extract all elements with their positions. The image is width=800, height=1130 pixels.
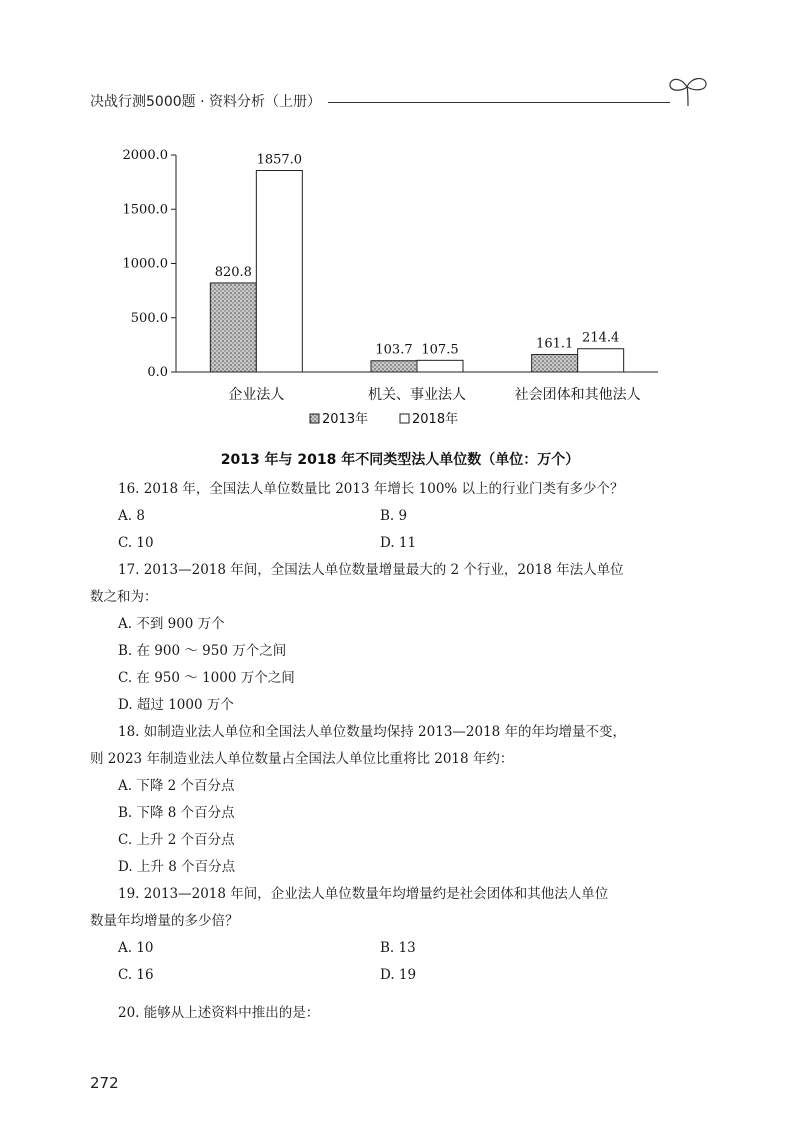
question-16-option-b: B. 9 xyxy=(380,508,408,524)
question-18-option-c: C. 上升 2 个百分点 xyxy=(118,832,235,848)
bar-2018 xyxy=(578,349,624,372)
question-16 xyxy=(90,476,690,557)
question-17-option-a: A. 不到 900 万个 xyxy=(118,616,225,632)
question-18-stem-line1: 18. 如制造业法人单位和全国法人单位数量均保持 2013—2018 年的年均增量不变， xyxy=(118,724,627,740)
question-19-option-c: C. 16 xyxy=(118,967,154,983)
question-17-option-d: D. 超过 1000 万个 xyxy=(118,697,234,713)
bar-value-label: 1857.0 xyxy=(256,152,303,168)
question-19 xyxy=(90,881,690,989)
legend-swatch-2013 xyxy=(310,414,319,423)
question-18 xyxy=(90,719,690,881)
running-header xyxy=(90,92,690,116)
chart-caption: 2013 年与 2018 年不同类型法人单位数（单位：万个） xyxy=(220,452,580,468)
legend-label: 2018年 xyxy=(412,412,459,427)
question-19-stem-line1: 19. 2013—2018 年间，企业法人单位数量年均增量约是社会团体和其他法人单位 xyxy=(118,886,609,902)
question-16-option-d: D. 11 xyxy=(380,535,417,551)
question-19-option-a: A. 10 xyxy=(118,940,154,956)
question-17-stem-line1: 17. 2013—2018 年间，全国法人单位数量增量最大的 2 个行业，2018 年法人单位 xyxy=(118,562,624,578)
bar-value-label: 820.8 xyxy=(214,264,252,280)
y-tick-label: 0.0 xyxy=(147,365,168,380)
question-20-stem: 20. 能够从上述资料中推出的是： xyxy=(118,1005,320,1021)
bar-2013 xyxy=(371,361,417,372)
question-20 xyxy=(90,1000,690,1027)
question-18-stem-line2: 则 2023 年制造业法人单位数量占全国法人单位比重将比 2018 年约： xyxy=(90,751,514,767)
question-18-option-d: D. 上升 8 个百分点 xyxy=(118,859,236,875)
header-rule xyxy=(328,102,670,103)
bar-2018 xyxy=(417,360,463,372)
legend-label: 2013年 xyxy=(322,412,369,427)
book-title: 决战行测5000题 · 资料分析（上册） xyxy=(90,94,321,110)
x-category-label: 机关、事业法人 xyxy=(368,387,466,403)
bar-value-label: 161.1 xyxy=(536,336,574,352)
question-17-stem-line2: 数之和为： xyxy=(90,589,158,605)
bar-value-label: 103.7 xyxy=(375,342,413,358)
bar-value-label: 107.5 xyxy=(421,342,459,358)
legend-swatch-2018 xyxy=(400,414,409,423)
question-19-stem-line2: 数量年均增量的多少倍？ xyxy=(90,913,239,929)
question-17-option-b: B. 在 900 ～ 950 万个之间 xyxy=(118,643,287,659)
question-19-option-d: D. 19 xyxy=(380,967,417,983)
x-category-label: 社会团体和其他法人 xyxy=(514,387,641,403)
page-number: 272 xyxy=(90,1074,119,1092)
question-16-option-a: A. 8 xyxy=(118,508,145,524)
y-tick-label: 500.0 xyxy=(130,310,168,326)
y-tick-label: 2000.0 xyxy=(122,148,168,163)
bar-2018 xyxy=(256,171,302,372)
bar-chart xyxy=(110,140,670,440)
y-tick-label: 1500.0 xyxy=(122,202,168,218)
question-19-option-b: B. 13 xyxy=(380,940,416,956)
bar-value-label: 214.4 xyxy=(582,330,620,346)
bar-2013 xyxy=(210,283,256,372)
question-18-option-a: A. 下降 2 个百分点 xyxy=(118,778,235,794)
question-16-stem: 16. 2018 年，全国法人单位数量比 2013 年增长 100% 以上的行业门类有多少个？ xyxy=(118,481,624,497)
question-18-option-b: B. 下降 8 个百分点 xyxy=(118,805,235,821)
x-category-label: 企业法人 xyxy=(228,387,285,403)
question-17 xyxy=(90,557,690,719)
question-17-option-c: C. 在 950 ～ 1000 万个之间 xyxy=(118,670,295,686)
sprout-icon xyxy=(666,74,710,108)
y-tick-label: 1000.0 xyxy=(122,256,168,272)
question-16-option-c: C. 10 xyxy=(118,535,154,551)
bar-2013 xyxy=(532,355,578,372)
